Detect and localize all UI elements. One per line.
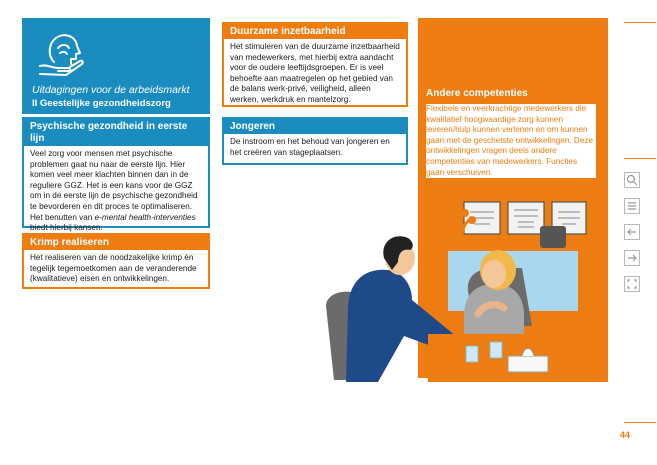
section-text: Het realiseren van de noodzakelijke krimp én tegelijk tegemoetkomen aan de veranderende (kwalitatieve) eisen en ontwikkelingen. bbox=[30, 253, 197, 284]
search-icon[interactable] bbox=[624, 172, 640, 188]
chapter-title: Uitdagingen voor de arbeidsmarkt bbox=[32, 84, 190, 96]
section-psychische-gezondheid bbox=[22, 117, 210, 233]
diploma-frames bbox=[464, 202, 586, 234]
chapter-subtitle: II Geestelijke gezondheidszorg bbox=[32, 98, 171, 109]
section-title: Duurzame inzetbaarheid bbox=[224, 24, 406, 39]
section-title: Psychische gezondheid in eerste lijn bbox=[24, 119, 208, 146]
tissue-box bbox=[508, 356, 548, 372]
section-title: Jongeren bbox=[224, 119, 406, 134]
chapter-header bbox=[22, 18, 210, 114]
arrow-left-icon[interactable] bbox=[624, 224, 640, 240]
nav-rule bbox=[624, 158, 656, 159]
section-text: De instroom en het behoud van jongeren en het creëren van stageplaatsen. bbox=[230, 137, 390, 157]
radiator bbox=[540, 226, 566, 248]
section-jongeren bbox=[222, 117, 408, 165]
head-in-hand-icon bbox=[36, 26, 88, 78]
section-krimp-realiseren bbox=[22, 233, 210, 289]
top-rule bbox=[624, 22, 656, 23]
section-andere-competenties-title: Andere competenties bbox=[426, 88, 528, 99]
glass-left bbox=[466, 346, 478, 362]
section-andere-competenties-text: Flexibele en veerkrachtige medewerkers die kwalitatief hoogwaardige zorg kunnen leveren/hulp kunnen verlenen en om kunnen gaan met de geschetste ontwikkelingen. Deze ontwikkelingen vragen deels andere competenties van medewerkers. Functies gaan verschuiven. bbox=[426, 104, 596, 178]
section-title: Krimp realiseren bbox=[24, 235, 208, 250]
section-duurzame-inzetbaarheid bbox=[222, 22, 408, 107]
bottom-rule bbox=[624, 422, 656, 423]
section-text: Veel zorg voor mensen met psychische problemen gaat nu naar de eerste lijn. Hier komen veel meer klachten binnen dan in de reguliere GGZ. Het is een kans voor de GGZ om in de eerste lijn de psychische gezondheid te bevorderen en dit proces te optimaliseren. Het benutten van e-mental health-interventies biedt hierbij kansen. bbox=[30, 149, 198, 233]
section-text: Het stimuleren van de duurzame inzetbaarheid van medewerkers, met hierbij extra aandacht voor de oudere leeftijdsgroepen. Er is veel behoefte aan maatregelen op het gebied van de balans werk-privé, veiligheid, alleen werken, werkdruk en mantelzorg. bbox=[230, 42, 400, 104]
page-number: 44 bbox=[620, 430, 631, 440]
fullscreen-icon[interactable] bbox=[624, 276, 640, 292]
consultation-illustration bbox=[318, 196, 608, 382]
arrow-right-icon[interactable] bbox=[624, 250, 640, 266]
glass-right bbox=[490, 342, 502, 358]
list-icon[interactable] bbox=[624, 198, 640, 214]
